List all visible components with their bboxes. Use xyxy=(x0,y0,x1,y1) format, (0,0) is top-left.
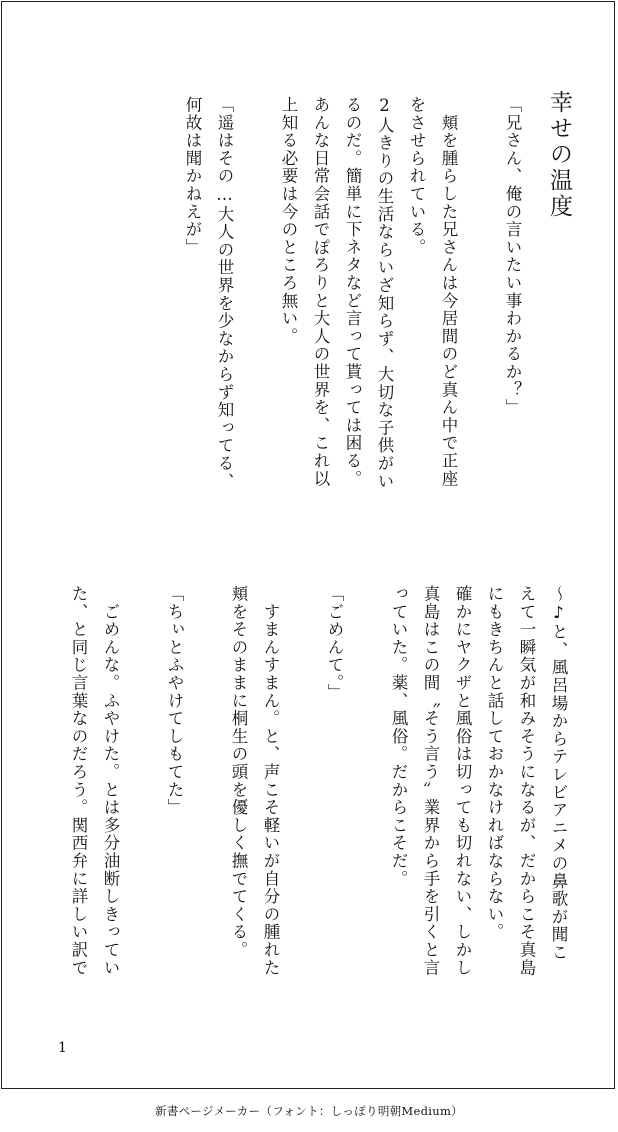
text-line: 2人きりの生活ならいざ知らず、大切な子供がい xyxy=(375,96,394,491)
blank-line xyxy=(350,585,382,1005)
text-line: 「遥はその…大人の世界を少なからず知ってる、 xyxy=(215,96,234,491)
text-line: ごめんな。ふやけた。とは多分油断しきってい xyxy=(101,585,120,977)
blank-line xyxy=(190,585,222,1005)
text-line: すまんすまん。と、声こそ軽いが自分の腫れた xyxy=(261,585,280,977)
text-line: 〜♪と、風呂場からテレビアニメの鼻歌が聞こ xyxy=(549,585,568,962)
text-line: をさせられている。 xyxy=(407,96,426,257)
blank-line xyxy=(126,585,158,1005)
novel-page xyxy=(1,1,615,1089)
blank-line xyxy=(464,96,496,516)
text-line: 「ごめんて。」 xyxy=(325,585,344,702)
text-block-bottom xyxy=(62,585,574,1005)
text-line: 「ちぃとふやけてしもてた」 xyxy=(165,585,184,817)
text-line: 頬を腫らした兄さんは今居間のど真ん中で正座 xyxy=(439,96,458,488)
text-line: あんな日常会話でぽろりと大人の世界を、これ以 xyxy=(311,96,330,488)
text-line: っていた。薬、風俗。だからこそだ。 xyxy=(389,585,408,888)
text-line: 真島はこの間〝そう言う〟業界から手を引くと言 xyxy=(421,585,440,977)
text-line: 何故は聞かねえが」 xyxy=(183,96,202,257)
text-block-top xyxy=(176,96,528,516)
text-line: にもきちんと話しておかなければならない。 xyxy=(485,585,504,941)
page-number: 1 xyxy=(58,1040,67,1056)
text-line: 確かにヤクザと風俗は切っても切れない、しかし xyxy=(453,585,472,977)
text-line: 上知る必要は今のところ無い。 xyxy=(279,96,298,346)
blank-line xyxy=(240,96,272,516)
text-line: た、と同じ言葉なのだろう。関西弁に詳しい訳で xyxy=(69,585,88,977)
page-title: 幸せの温度 xyxy=(546,90,572,220)
text-line: えて一瞬気が和みそうになるが、だからこそ真島 xyxy=(517,585,536,977)
text-line: 頬をそのままに桐生の頭を優しく撫でてくる。 xyxy=(229,585,248,959)
text-line: るのだ。簡単に下ネタなど言って貰っては困る。 xyxy=(343,96,362,488)
footer-credit: 新書ページメーカー（フォント：しっぽり明朝Medium） xyxy=(155,1104,463,1118)
blank-line xyxy=(286,585,318,1005)
text-line: 「兄さん、俺の言いたい事わかるか？」 xyxy=(503,96,522,417)
